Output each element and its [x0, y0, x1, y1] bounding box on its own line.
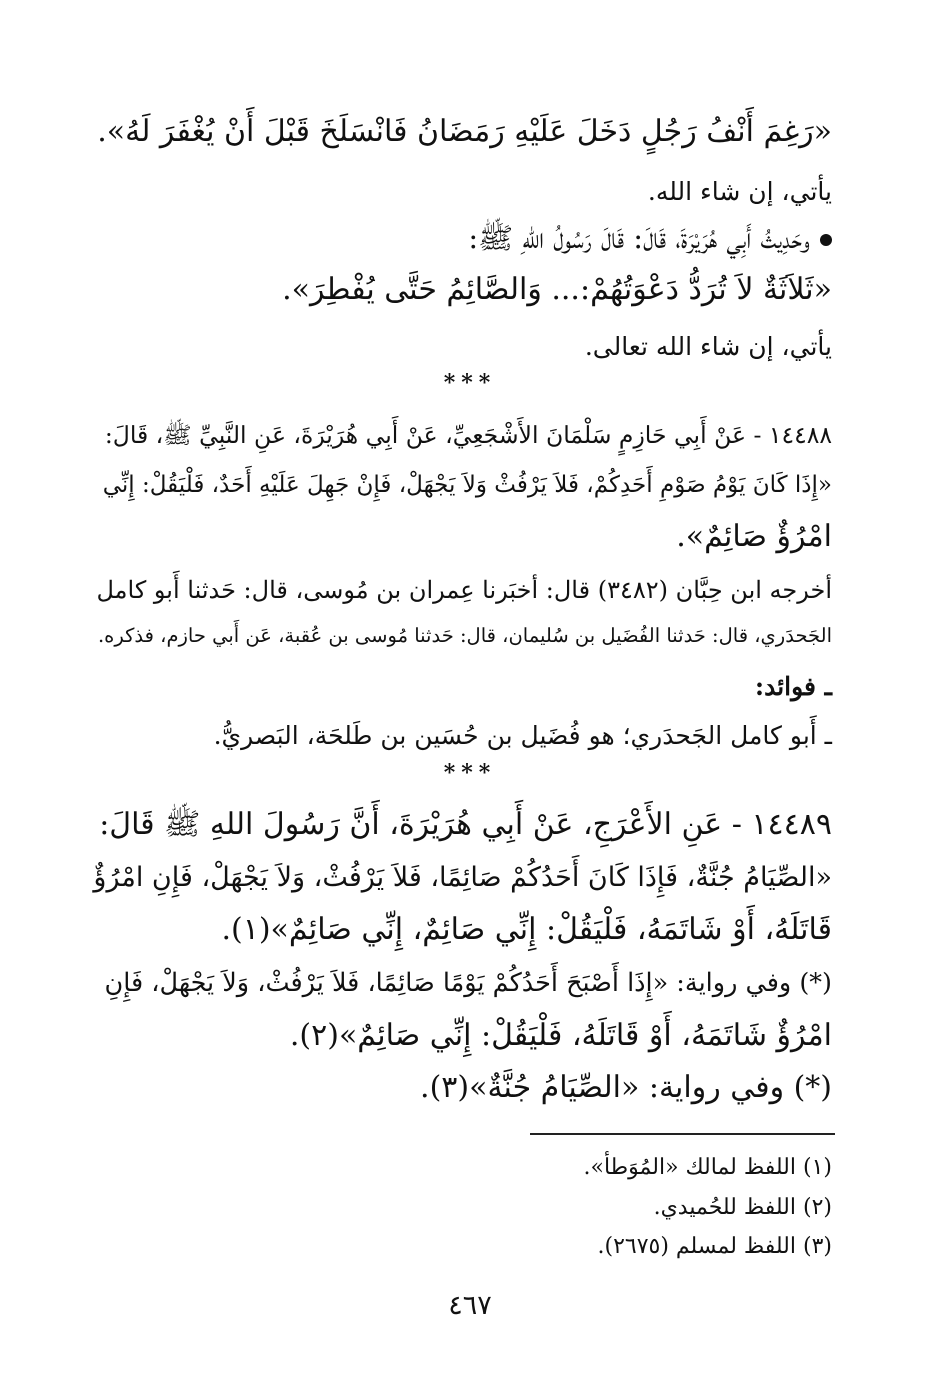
fawaid-text: ـ أَبو كامل الجَحدَري؛ هو فُضَيل بن حُسَين بن طَلحَة، البَصريُّ. [213, 721, 832, 750]
section-separator: *** [443, 760, 497, 786]
bullet-text: وحَدِيثُ أَبِي هُرَيْرَةَ، قَالَ: قَالَ رَسُولُ اللهِ ﷺ: [468, 221, 810, 255]
footnote-divider [530, 1133, 835, 1135]
section-separator: *** [443, 370, 497, 396]
hadith-14488-text-line-1: «إِذَا كَانَ يَوْمُ صَوْمِ أَحَدِكُمْ، فَلاَ يَرْفُثْ وَلاَ يَجْهَلْ، فَإِنْ جَهِلَ عَلَيْهِ أَحَدٌ، فَلْيَقُلْ: إِنِّي [102, 472, 832, 498]
page-number: ٤٦٧ [448, 1290, 492, 1321]
riwaya-2-line: (*) وفي رواية: «الصِّيَامُ جُنَّةٌ»(٣). [420, 1070, 832, 1105]
text-line-quote-ramadan: «رَغِمَ أَنْفُ رَجُلٍ دَخَلَ عَلَيْهِ رَمَضَانُ فَانْسَلَخَ قَبْلَ أَنْ يُغْفَرَ لَهُ». [97, 114, 832, 149]
fawaid-label: ـ فوائد: [754, 672, 832, 701]
footnote-1: (١) اللفظ لمالك «المُوَطأ». [583, 1155, 832, 1180]
footnote-3: (٣) اللفظ لمسلم (٢٦٧٥). [597, 1234, 832, 1259]
bullet-icon [820, 234, 832, 246]
hadith-14489-text-line-2: قَاتَلَهُ، أَوْ شَاتَمَهُ، فَلْيَقُلْ: إِنِّي صَائِمٌ، إِنِّي صَائِمٌ»(١). [221, 912, 832, 947]
text-line-yati-1: يأتي، إن شاء الله. [647, 177, 832, 206]
text-line-yati-2: يأتي، إن شاء الله تعالى. [584, 332, 832, 361]
riwaya-1-line-2: امْرُؤٌ شَاتَمَهُ، أَوْ قَاتَلَهُ، فَلْيَقُلْ: إِنِّي صَائِمٌ»(٢). [289, 1018, 832, 1053]
hadith-14488-text-line-2: امْرُؤٌ صَائِمٌ». [676, 519, 832, 554]
footnote-2: (٢) اللفظ للحُميدي. [653, 1195, 832, 1220]
hadith-14489-heading: ١٤٤٨٩ - عَنِ الأَعْرَجِ، عَنْ أَبِي هُرَيْرَةَ، أَنَّ رَسُولَ اللهِ ﷺ قَالَ: [99, 807, 832, 842]
hadith-14488-heading: ١٤٤٨٨ - عَنْ أَبِي حَازِمٍ سَلْمَانَ الأَشْجَعِيِّ، عَنْ أَبِي هُرَيْرَةَ، عَنِ النَّبِيِّ ﷺ، قَالَ: [104, 421, 832, 449]
takhrij-line-2: الجَحدَري، قال: حَدثنا الفُضَيل بن سُليمان، قال: حَدثنا مُوسى بن عُقبة، عَن أَبي حازم، فذكره. [97, 624, 832, 647]
text-line-quote-three: «ثَلاَثَةٌ لاَ تُرَدُّ دَعْوَتُهُمْ:... وَالصَّائِمُ حَتَّى يُفْطِرَ». [282, 272, 832, 307]
text-line-bullet-hadith [468, 218, 832, 258]
riwaya-1-line-1: (*) وفي رواية: «إِذَا أَصْبَحَ أَحَدُكُمْ يَوْمًا صَائِمًا، فَلاَ يَرْفُثْ، وَلاَ يَجْهَلْ، فَإِنِ [104, 968, 832, 998]
takhrij-line-1: أخرجه ابن حِبَّان (٣٤٨٢) قال: أخبَرنا عِمران بن مُوسى، قال: حَدثنا أَبو كامل [96, 576, 832, 604]
hadith-14489-text-line-1: «الصِّيَامُ جُنَّةٌ، فَإِذَا كَانَ أَحَدُكُمْ صَائِمًا، فَلاَ يَرْفُثْ، وَلاَ يَجْهَلْ، فَإِنِ امْرُؤٌ [93, 862, 832, 893]
